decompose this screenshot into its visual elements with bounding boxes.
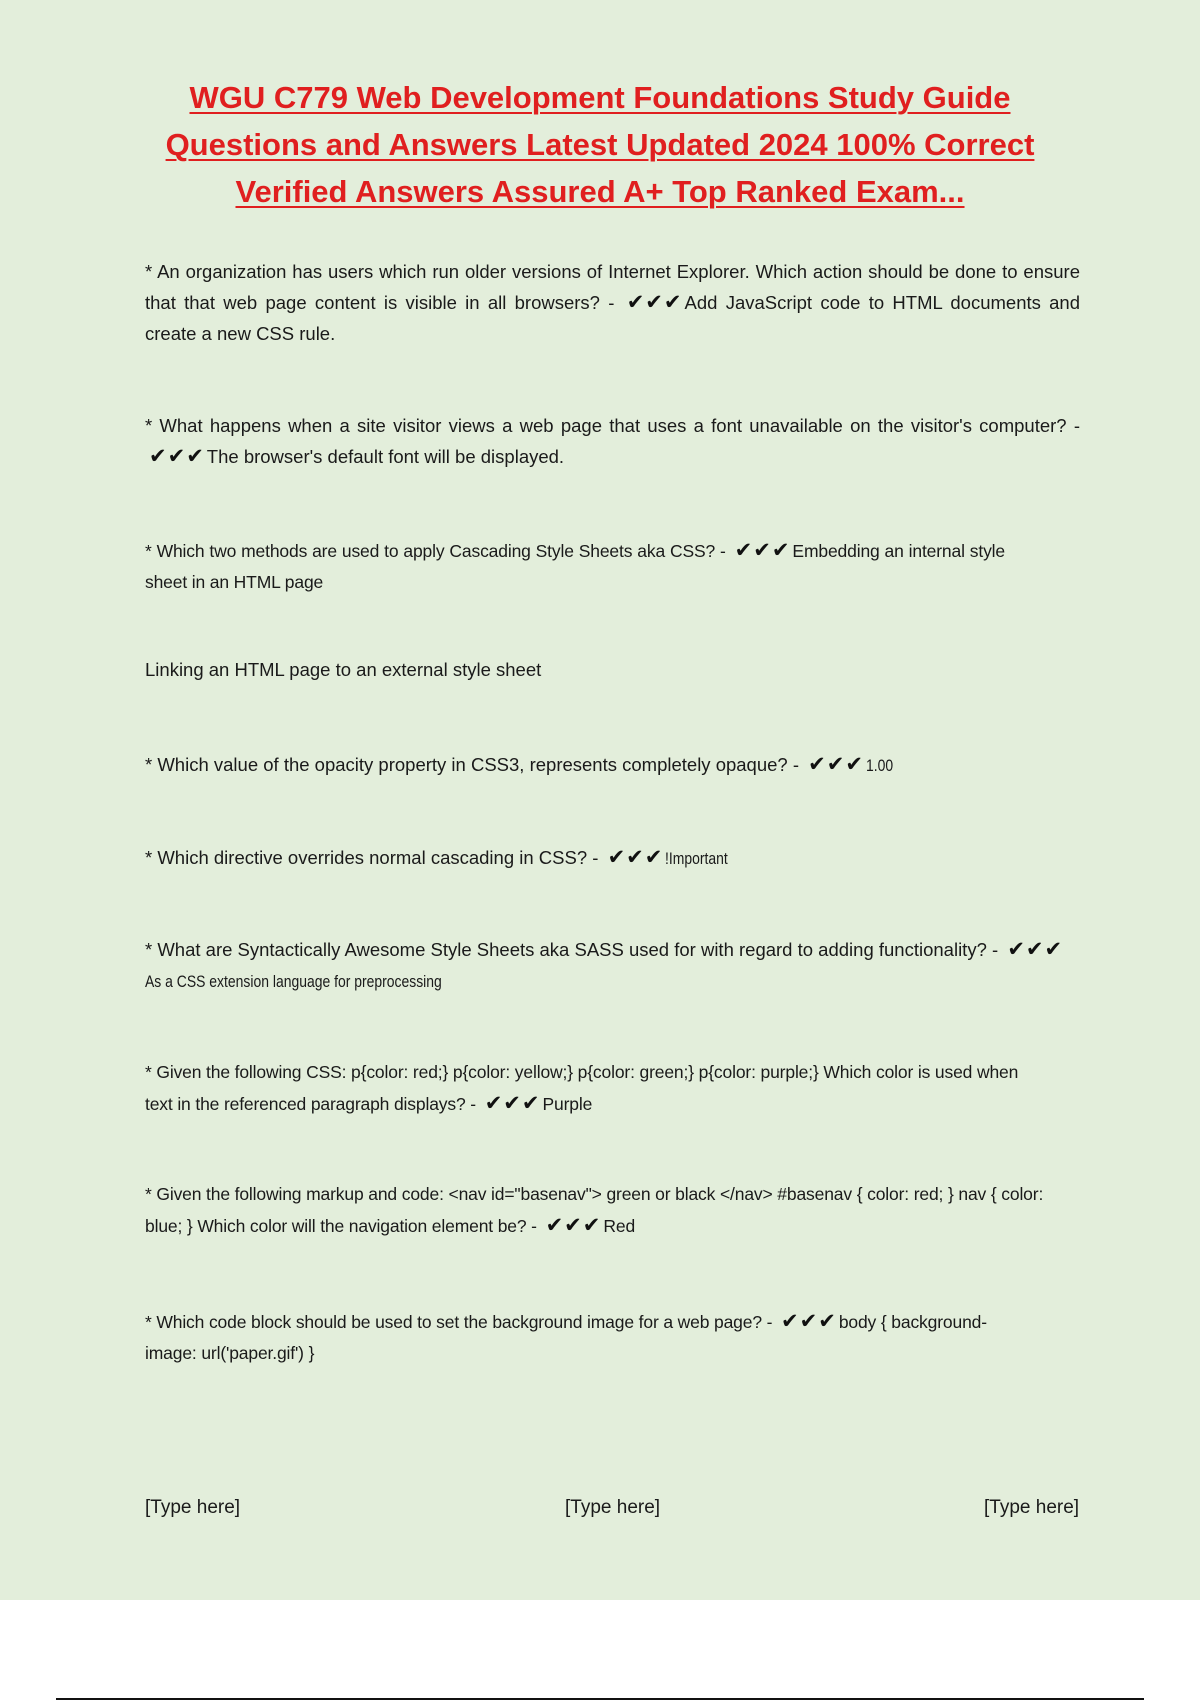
question-text: * Which value of the opacity property in CSS3, represents completely opaque? -: [145, 754, 800, 775]
checkmark-icon: ✔✔✔: [781, 1310, 837, 1333]
answer-text: The browser's default font will be displayed.: [206, 446, 565, 467]
answer-text-extra: Linking an HTML page to an external style sheet: [145, 659, 542, 680]
answer-text: As a CSS extension language for preprocessing: [145, 972, 442, 991]
checkmark-icon: ✔✔✔: [808, 753, 864, 776]
title-line-1: WGU C779 Web Development Foundations Study Guide: [189, 80, 1011, 115]
qa-item-3-extra: [145, 654, 1080, 685]
qa-item-7: [145, 1057, 1045, 1120]
checkmark-icon: ✔✔✔: [734, 539, 791, 562]
qa-item-5: [145, 842, 1080, 874]
answer-text: Add JavaScript code to HTML documents and create a new CSS rule.: [145, 292, 1081, 344]
answer-text: body { background-image: url('paper.gif') }: [145, 1312, 987, 1363]
question-text: * An organization has users which run older versions of Internet Explorer. Which action should be done to ensure that that web page content is visible in all browsers? -: [145, 261, 1080, 313]
answer-text: 1.00: [865, 756, 894, 775]
title-line-2: Questions and Answers Latest Updated 2024 100% Correct: [165, 127, 1035, 162]
checkmark-icon: ✔✔✔: [484, 1092, 541, 1115]
answer-text: !Important: [665, 849, 729, 868]
question-text: * Which directive overrides normal cascading in CSS? -: [145, 847, 599, 868]
document-title: [100, 74, 1100, 215]
question-text: * Given the following markup and code: <nav id="basenav"> green or black </nav> #basenav { color: red; } nav { color: blue; } Which color will the navigation element be? -: [145, 1184, 1044, 1236]
checkmark-icon: ✔✔✔: [626, 291, 683, 314]
checkmark-icon: ✔✔✔: [545, 1214, 602, 1237]
qa-item-6: [145, 934, 1105, 997]
question-text: * What are Syntactically Awesome Style Sheets aka SASS used for with regard to adding functionality? -: [145, 939, 999, 960]
question-text: * Given the following CSS: p{color: red;} p{color: yellow;} p{color: green;} p{color: purple;} Which color is used when text in the referenced paragraph displays? -: [145, 1062, 1019, 1114]
qa-item-3: [145, 535, 1005, 598]
qa-item-2: [145, 410, 1080, 472]
qa-item-4: [145, 749, 1080, 781]
qa-item-1: [145, 256, 1080, 349]
answer-text: Embedding an internal style sheet in an HTML page: [145, 541, 1005, 592]
footer-center-placeholder[interactable]: [Type here]: [565, 1497, 661, 1518]
qa-item-9: [145, 1306, 1025, 1369]
qa-item-8: [145, 1179, 1045, 1242]
footer-right-placeholder[interactable]: [Type here]: [984, 1497, 1080, 1518]
checkmark-icon: ✔✔✔: [1007, 938, 1064, 961]
answer-text: Purple: [542, 1094, 593, 1114]
footer-left-placeholder[interactable]: [Type here]: [145, 1497, 241, 1518]
title-line-3: Verified Answers Assured A+ Top Ranked Exam...: [235, 174, 965, 209]
question-text: * Which code block should be used to set the background image for a web page? -: [145, 1312, 773, 1332]
checkmark-icon: ✔✔✔: [149, 445, 205, 468]
question-text: * Which two methods are used to apply Cascading Style Sheets aka CSS? -: [145, 541, 726, 561]
checkmark-icon: ✔✔✔: [607, 846, 664, 869]
question-text: * What happens when a site visitor views a web page that uses a font unavailable on the visitor's computer? -: [145, 415, 1080, 436]
answer-text: Red: [603, 1216, 636, 1236]
